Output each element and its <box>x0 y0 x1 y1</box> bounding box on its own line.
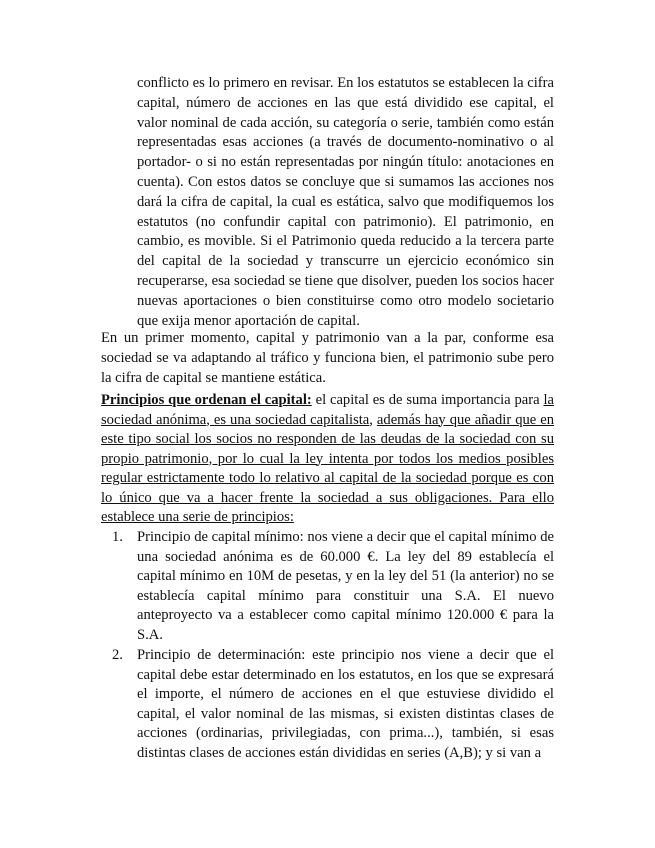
list-item-number: 1. <box>112 529 123 545</box>
principles-text-part-2: la sociedad anónima <box>101 392 554 428</box>
principles-text-part-3: , es una sociedad capitalista <box>206 411 370 428</box>
principles-text-part-4: , <box>369 411 377 428</box>
list-item-text: Principio de determinación: este principio nos viene a decir que el capital debe estar determinado en los estatutos, en los que se expresará el importe, el número de acciones en el que estuviese dividido el capital, el valor nominal de las mismas, si existen distintas clases de acciones (ordinarias, privilegiadas, con prima...), también, si esas distintas clases de acciones están divididas en series (A,B); y si van a <box>137 647 554 761</box>
principles-paragraph <box>101 391 554 528</box>
list-item-number: 2. <box>112 647 123 663</box>
principles-heading: Principios que ordenan el capital: <box>101 392 312 408</box>
principles-text-part-5: además hay que añadir que en este tipo social los socios no responden de las deudas de la sociedad con su propio patrimonio, por lo cual la ley intenta por todos los medios posibles regular estrictamente todo lo relativo al capital de la sociedad porque es con lo único que va a hacer frente la sociedad a sus obligaciones. Para ello establece una serie de principios: <box>101 411 555 525</box>
capital-patrimonio-paragraph: En un primer momento, capital y patrimonio van a la par, conforme esa sociedad se va adaptando al tráfico y funciona bien, el patrimonio sube pero la cifra de capital se mantiene estática. <box>101 330 554 386</box>
list-item-text: Principio de capital mínimo: nos viene a decir que el capital mínimo de una sociedad anónima es de 60.000 €. La ley del 89 establecía el capital mínimo en 10M de pesetas, y en la ley del 51 (la anterior) no se establecía capital mínimo para constituir una S.A. El nuevo anteproyecto va a establecer como capital mínimo 120.000 € para la S.A. <box>137 529 554 643</box>
intro-paragraph: conflicto es lo primero en revisar. En los estatutos se establecen la cifra capital, número de acciones en las que está dividido ese capital, el valor nominal de cada acción, su categoría o serie, también como están representadas esas acciones (a través de documento-nominativo o al portador- o si no están representadas por ningún título: anotaciones en cuenta). Con estos datos se concluye que si sumamos las acciones nos dará la cifra de capital, la cual es estática, salvo que modifiquemos los estatutos (no confundir capital con patrimonio). El patrimonio, en cambio, es movible. Si el Patrimonio queda reducido a la tercera parte del capital de la sociedad y transcurre un ejercicio económico sin recuperarse, esa sociedad se tiene que disolver, pueden los socios hacer nuevas aportaciones o bien constituirse como otro modelo societario que exija menor aportación de capital. <box>137 75 554 329</box>
principles-text-part-1: el capital es de suma importancia para <box>311 392 544 408</box>
